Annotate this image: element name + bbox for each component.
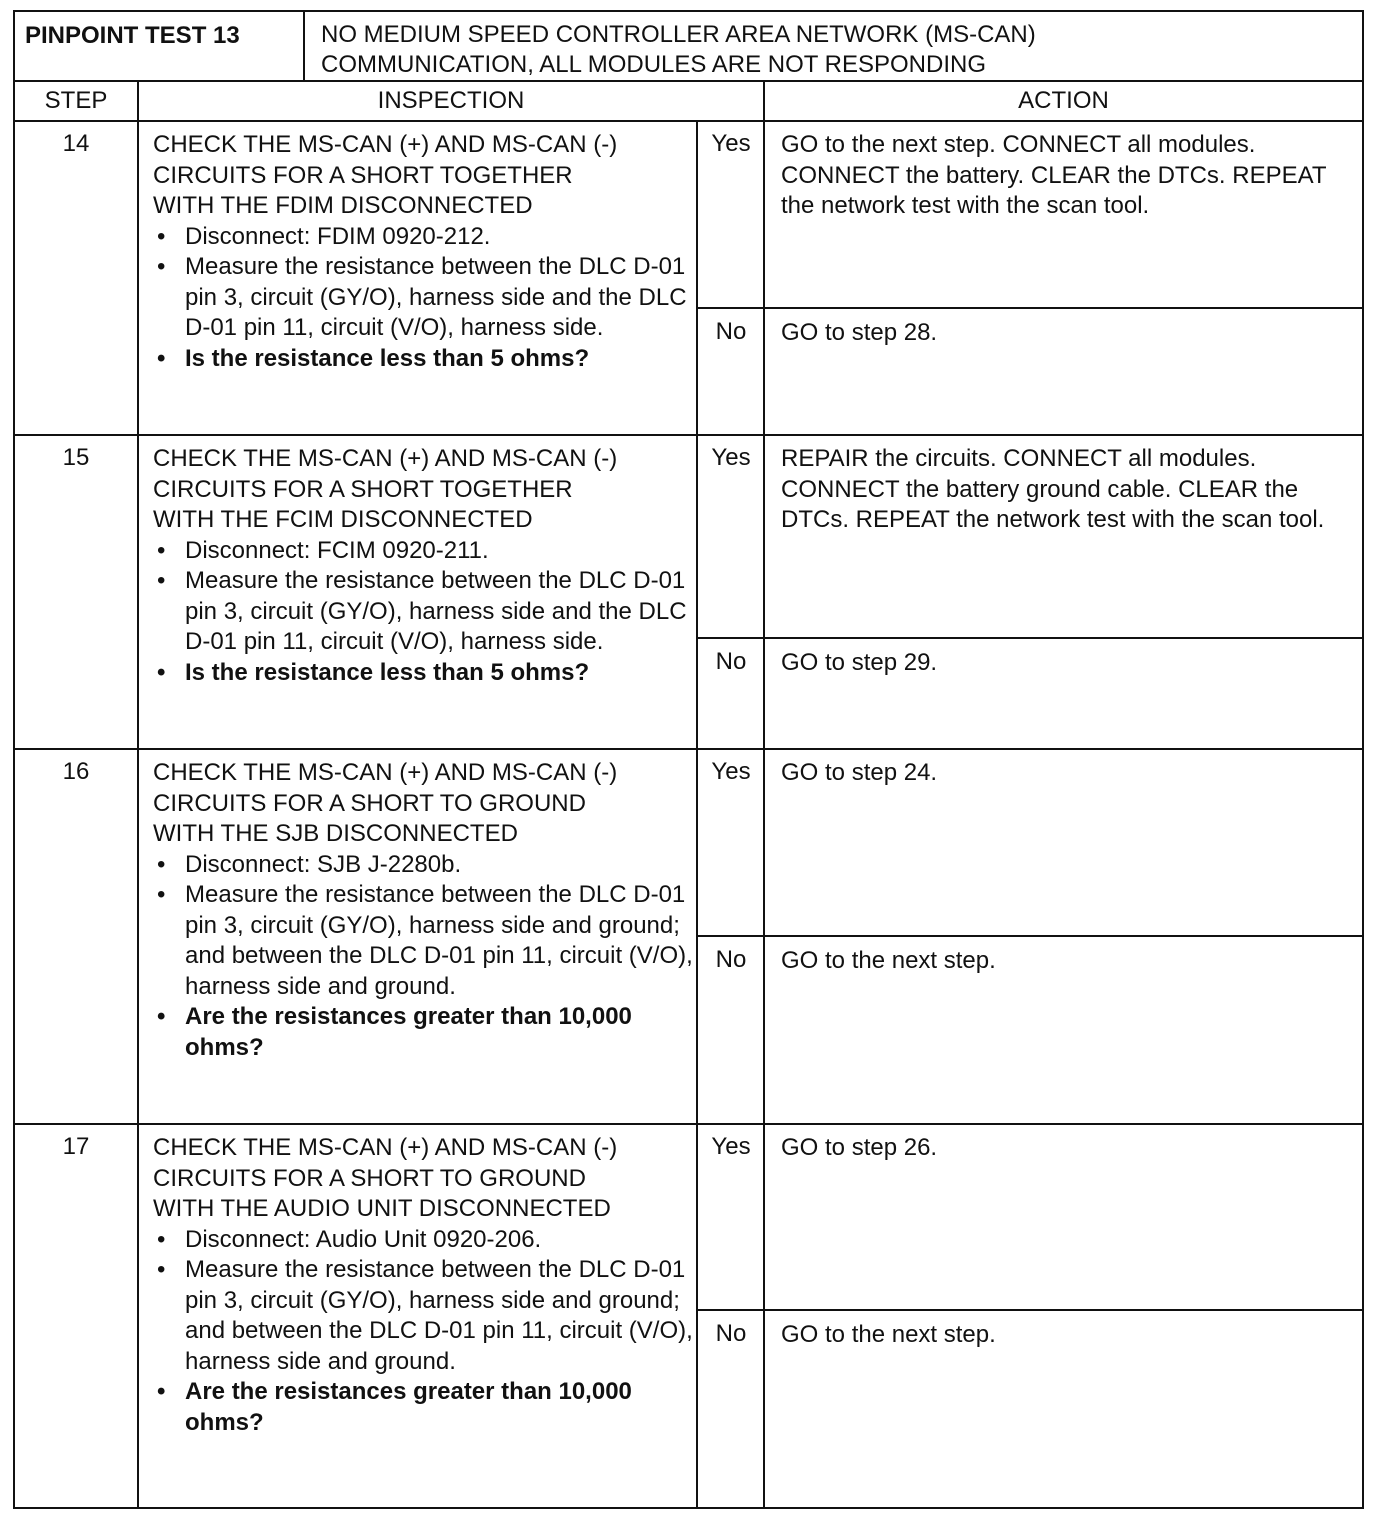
answer-separator: [698, 935, 1362, 937]
header-inspection: INSPECTION: [377, 87, 525, 114]
inspection-heading-line: CIRCUITS FOR A SHORT TO GROUND: [153, 1164, 586, 1192]
inspection-heading-line: WITH THE FDIM DISCONNECTED: [153, 192, 533, 219]
inspection-heading-line: CIRCUITS FOR A SHORT TOGETHER: [153, 161, 573, 189]
step-number: 14: [62, 130, 90, 157]
inspection-heading-line: CIRCUITS FOR A SHORT TOGETHER: [153, 475, 573, 503]
action-no: GO to the next step.: [781, 947, 996, 974]
inspection-bullet: • Measure the resistance between the DLC D-01 pin 3, circuit (GY/O), harness side and the DLC D-01 pin 11, circuit (V/O), harness side.: [153, 566, 698, 658]
step-inspection: [153, 444, 698, 688]
inspection-heading-line: WITH THE SJB DISCONNECTED: [153, 820, 518, 847]
action-yes: GO to step 26.: [781, 1134, 938, 1161]
title-row: [15, 12, 1362, 82]
inspection-bullet: • Measure the resistance between the DLC D-01 pin 3, circuit (GY/O), harness side and ground; and between the DLC D-01 pin 11, circuit (V/O), harness side and ground.: [153, 1255, 698, 1377]
inspection-heading-line: CHECK THE MS-CAN (+) AND MS-CAN (-): [153, 445, 618, 472]
row-separator: [15, 1123, 1362, 1125]
inspection-bullet: • Disconnect: FDIM 0920-212.: [153, 222, 698, 253]
action-yes: GO to the next step. CONNECT all modules. CONNECT the battery. CLEAR the DTCs. REPEAT the network test with the scan tool.: [781, 131, 1327, 219]
step-inspection: [153, 1133, 698, 1438]
inspection-heading-line: CIRCUITS FOR A SHORT TO GROUND: [153, 789, 586, 817]
answer-yes: Yes: [711, 130, 751, 157]
answer-no: No: [715, 1320, 747, 1347]
inspection-heading-line: WITH THE FCIM DISCONNECTED: [153, 506, 533, 533]
row-separator: [15, 434, 1362, 436]
action-no: GO to the next step.: [781, 1321, 996, 1348]
inspection-bullet: • Disconnect: SJB J-2280b.: [153, 850, 698, 881]
test-description-line1: NO MEDIUM SPEED CONTROLLER AREA NETWORK (MS-CAN): [321, 21, 1036, 48]
answer-no: No: [715, 946, 747, 973]
inspection-bullet: • Measure the resistance between the DLC D-01 pin 3, circuit (GY/O), harness side and the DLC D-01 pin 11, circuit (V/O), harness side.: [153, 252, 698, 344]
answer-separator: [698, 1309, 1362, 1311]
inspection-heading-line: CHECK THE MS-CAN (+) AND MS-CAN (-): [153, 131, 618, 158]
answer-no: No: [715, 648, 747, 675]
test-label: PINPOINT TEST 13: [15, 12, 305, 80]
inspection-question: • Are the resistances greater than 10,000 ohms?: [153, 1377, 698, 1438]
step-number: 16: [62, 758, 90, 785]
test-description-line2: COMMUNICATION, ALL MODULES ARE NOT RESPONDING: [321, 51, 986, 78]
answer-separator: [698, 637, 1362, 639]
action-no: GO to step 29.: [781, 649, 938, 676]
answer-yes: Yes: [711, 444, 751, 471]
inspection-heading-line: CHECK THE MS-CAN (+) AND MS-CAN (-): [153, 1134, 618, 1161]
inspection-bullet: • Measure the resistance between the DLC D-01 pin 3, circuit (GY/O), harness side and ground; and between the DLC D-01 pin 11, circuit (V/O), harness side and ground.: [153, 880, 698, 1002]
action-yes: GO to step 24.: [781, 759, 938, 786]
inspection-question: • Are the resistances greater than 10,000 ohms?: [153, 1002, 698, 1063]
inspection-question: • Is the resistance less than 5 ohms?: [153, 658, 698, 689]
header-step: STEP: [44, 87, 108, 114]
answer-yes: Yes: [711, 1133, 751, 1160]
action-no: GO to step 28.: [781, 319, 938, 346]
action-yes: REPAIR the circuits. CONNECT all modules. CONNECT the battery ground cable. CLEAR the DTCs. REPEAT the network test with the scan tool.: [781, 445, 1325, 533]
answer-no: No: [715, 318, 747, 345]
header-action: ACTION: [1018, 87, 1109, 114]
inspection-bullet: • Disconnect: Audio Unit 0920-206.: [153, 1225, 698, 1256]
answer-yes: Yes: [711, 758, 751, 785]
header-row: [15, 82, 1362, 122]
step-inspection: [153, 130, 698, 374]
test-description: [305, 12, 1362, 80]
rule-step: [137, 82, 139, 1507]
inspection-heading-line: CHECK THE MS-CAN (+) AND MS-CAN (-): [153, 759, 618, 786]
step-number: 17: [62, 1133, 90, 1160]
inspection-bullet: • Disconnect: FCIM 0920-211.: [153, 536, 698, 567]
pinpoint-test-table: [13, 10, 1364, 1509]
inspection-heading-line: WITH THE AUDIO UNIT DISCONNECTED: [153, 1195, 611, 1222]
inspection-question: • Is the resistance less than 5 ohms?: [153, 344, 698, 375]
answer-separator: [698, 307, 1362, 309]
row-separator: [15, 748, 1362, 750]
rule-action: [763, 82, 765, 1507]
step-inspection: [153, 758, 698, 1063]
step-number: 15: [62, 444, 90, 471]
